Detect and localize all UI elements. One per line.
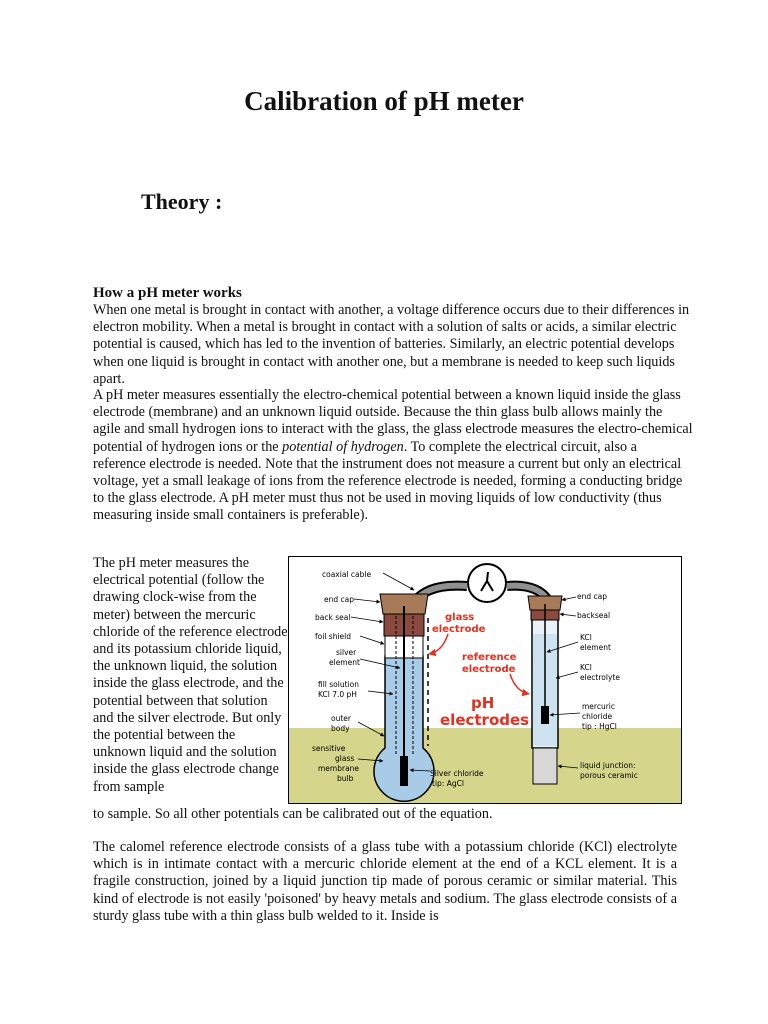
label-reference-1: reference — [462, 652, 517, 663]
label-kcl-electrolyte-2: electrolyte — [580, 673, 620, 682]
label-mercuric-1: mercuric — [582, 702, 616, 711]
label-coaxial-cable: coaxial cable — [322, 570, 372, 579]
label-fill-1: fill solution — [318, 680, 359, 689]
label-silver-chloride-2: tip: AgCl — [432, 779, 464, 788]
label-outer-1: outer — [331, 714, 351, 723]
label-junction-2: porous ceramic — [580, 771, 638, 780]
label-reference-2: electrode — [462, 664, 516, 675]
silver-chloride-tip — [400, 756, 408, 786]
label-fill-2: KCl 7.0 pH — [318, 690, 357, 699]
label-ph: pH — [471, 694, 495, 712]
label-glass-electrode-2: electrode — [432, 624, 486, 635]
paragraph-intro: When one metal is brought in contact with another, a voltage difference occurs due to their differences in electron mobility. When a metal is brought in contact with a solution of salts or acids, a similar electric potential is caused, which has led to the invention of batteries. Similarly, an electric potential develops when one liquid is brought in contact with another one, but a membrane is needed to keep such liquids apart. — [93, 302, 690, 387]
paragraph-ph-meter-part1: A pH meter measures essentially the electro-chemical potential between a known liquid inside the glass electrode (membrane) and an unknown liquid outside. Because the thin glass bulb allows mainly the agile and small hydrogen ions to interact with the glass, the glass electrode measures the electro-chemical potential of hydrogen ions or the — [93, 387, 693, 455]
label-mercuric-2: chloride — [582, 712, 613, 721]
label-backseal-right: backseal — [577, 611, 611, 620]
paragraph-calomel: The calomel reference electrode consists of a glass tube with a potassium chloride (KCl) electrolyte which is in intimate contact with a mercuric chloride element at the end of a KCL element. It is a fragile construction, joined by a liquid junction tip made of porous ceramic or similar material. This kind of electrode is not easily 'poisoned' by heavy metals and sodium. The glass electrode consists of a sturdy glass tube with a thin glass bulb welded to it. Inside is — [93, 839, 677, 924]
mercuric-chloride-tip — [541, 706, 549, 724]
label-junction-1: liquid junction: — [580, 761, 636, 770]
label-end-cap-left: end cap — [324, 595, 354, 604]
label-foil-shield: foil shield — [315, 632, 351, 641]
page-title: Calibration of pH meter — [244, 86, 524, 116]
paragraph-ph-meter — [93, 387, 693, 525]
label-electrodes: electrodes — [440, 711, 530, 729]
theory-heading: Theory : — [141, 189, 223, 214]
paragraph-measures-end: to sample. So all other potentials can be calibrated out of the equation. — [93, 806, 493, 822]
label-sensitive-3: membrane — [318, 764, 360, 773]
label-kcl-electrolyte-1: KCl — [580, 663, 592, 672]
label-sensitive-2: glass — [335, 754, 355, 763]
ph-electrodes-diagram — [288, 556, 682, 804]
label-silver-2: element — [329, 658, 360, 667]
section-heading: How a pH meter works — [93, 285, 242, 301]
label-glass-electrode-1: glass — [445, 612, 475, 623]
label-back-seal-left: back seal — [315, 613, 351, 622]
label-silver-1: silver — [336, 648, 357, 657]
paragraph-measures-left: The pH meter measures the electrical potential (follow the drawing clock-wise from the meter) between the mercuric chloride of the reference electrode and its potassium chloride liquid, the unknown liquid, the solution inside the glass electrode, and the potential between that solution and the silver electrode. But only the potential between the unknown liquid and the solution inside the glass electrode change from sample — [93, 555, 288, 795]
label-kcl-element-2: element — [580, 643, 611, 652]
label-sensitive-1: sensitive — [312, 744, 346, 753]
label-end-cap-right: end cap — [577, 592, 607, 601]
label-silver-chloride-1: Silver chloride — [430, 769, 484, 778]
potential-of-hydrogen-emphasis: potential of hydrogen — [282, 438, 404, 455]
label-outer-2: body — [331, 724, 350, 733]
meter-dial — [468, 564, 506, 602]
label-kcl-element-1: KCl — [580, 633, 592, 642]
reference-electrode-junction — [533, 748, 557, 784]
label-mercuric-3: tip : HgCl — [582, 722, 617, 731]
paragraph-ph-meter-part2: . To complete the electrical circuit, also a reference electrode is needed. Note that the instrument does not measure a current but only an electrical voltage, yet a small leakage of ions from the reference electrode is needed, forming a conducting bridge to the glass electrode. A pH meter must thus not be used in moving liquids of low conductivity (thus measuring inside small containers is preferable). — [93, 438, 683, 524]
label-sensitive-4: bulb — [337, 774, 354, 783]
